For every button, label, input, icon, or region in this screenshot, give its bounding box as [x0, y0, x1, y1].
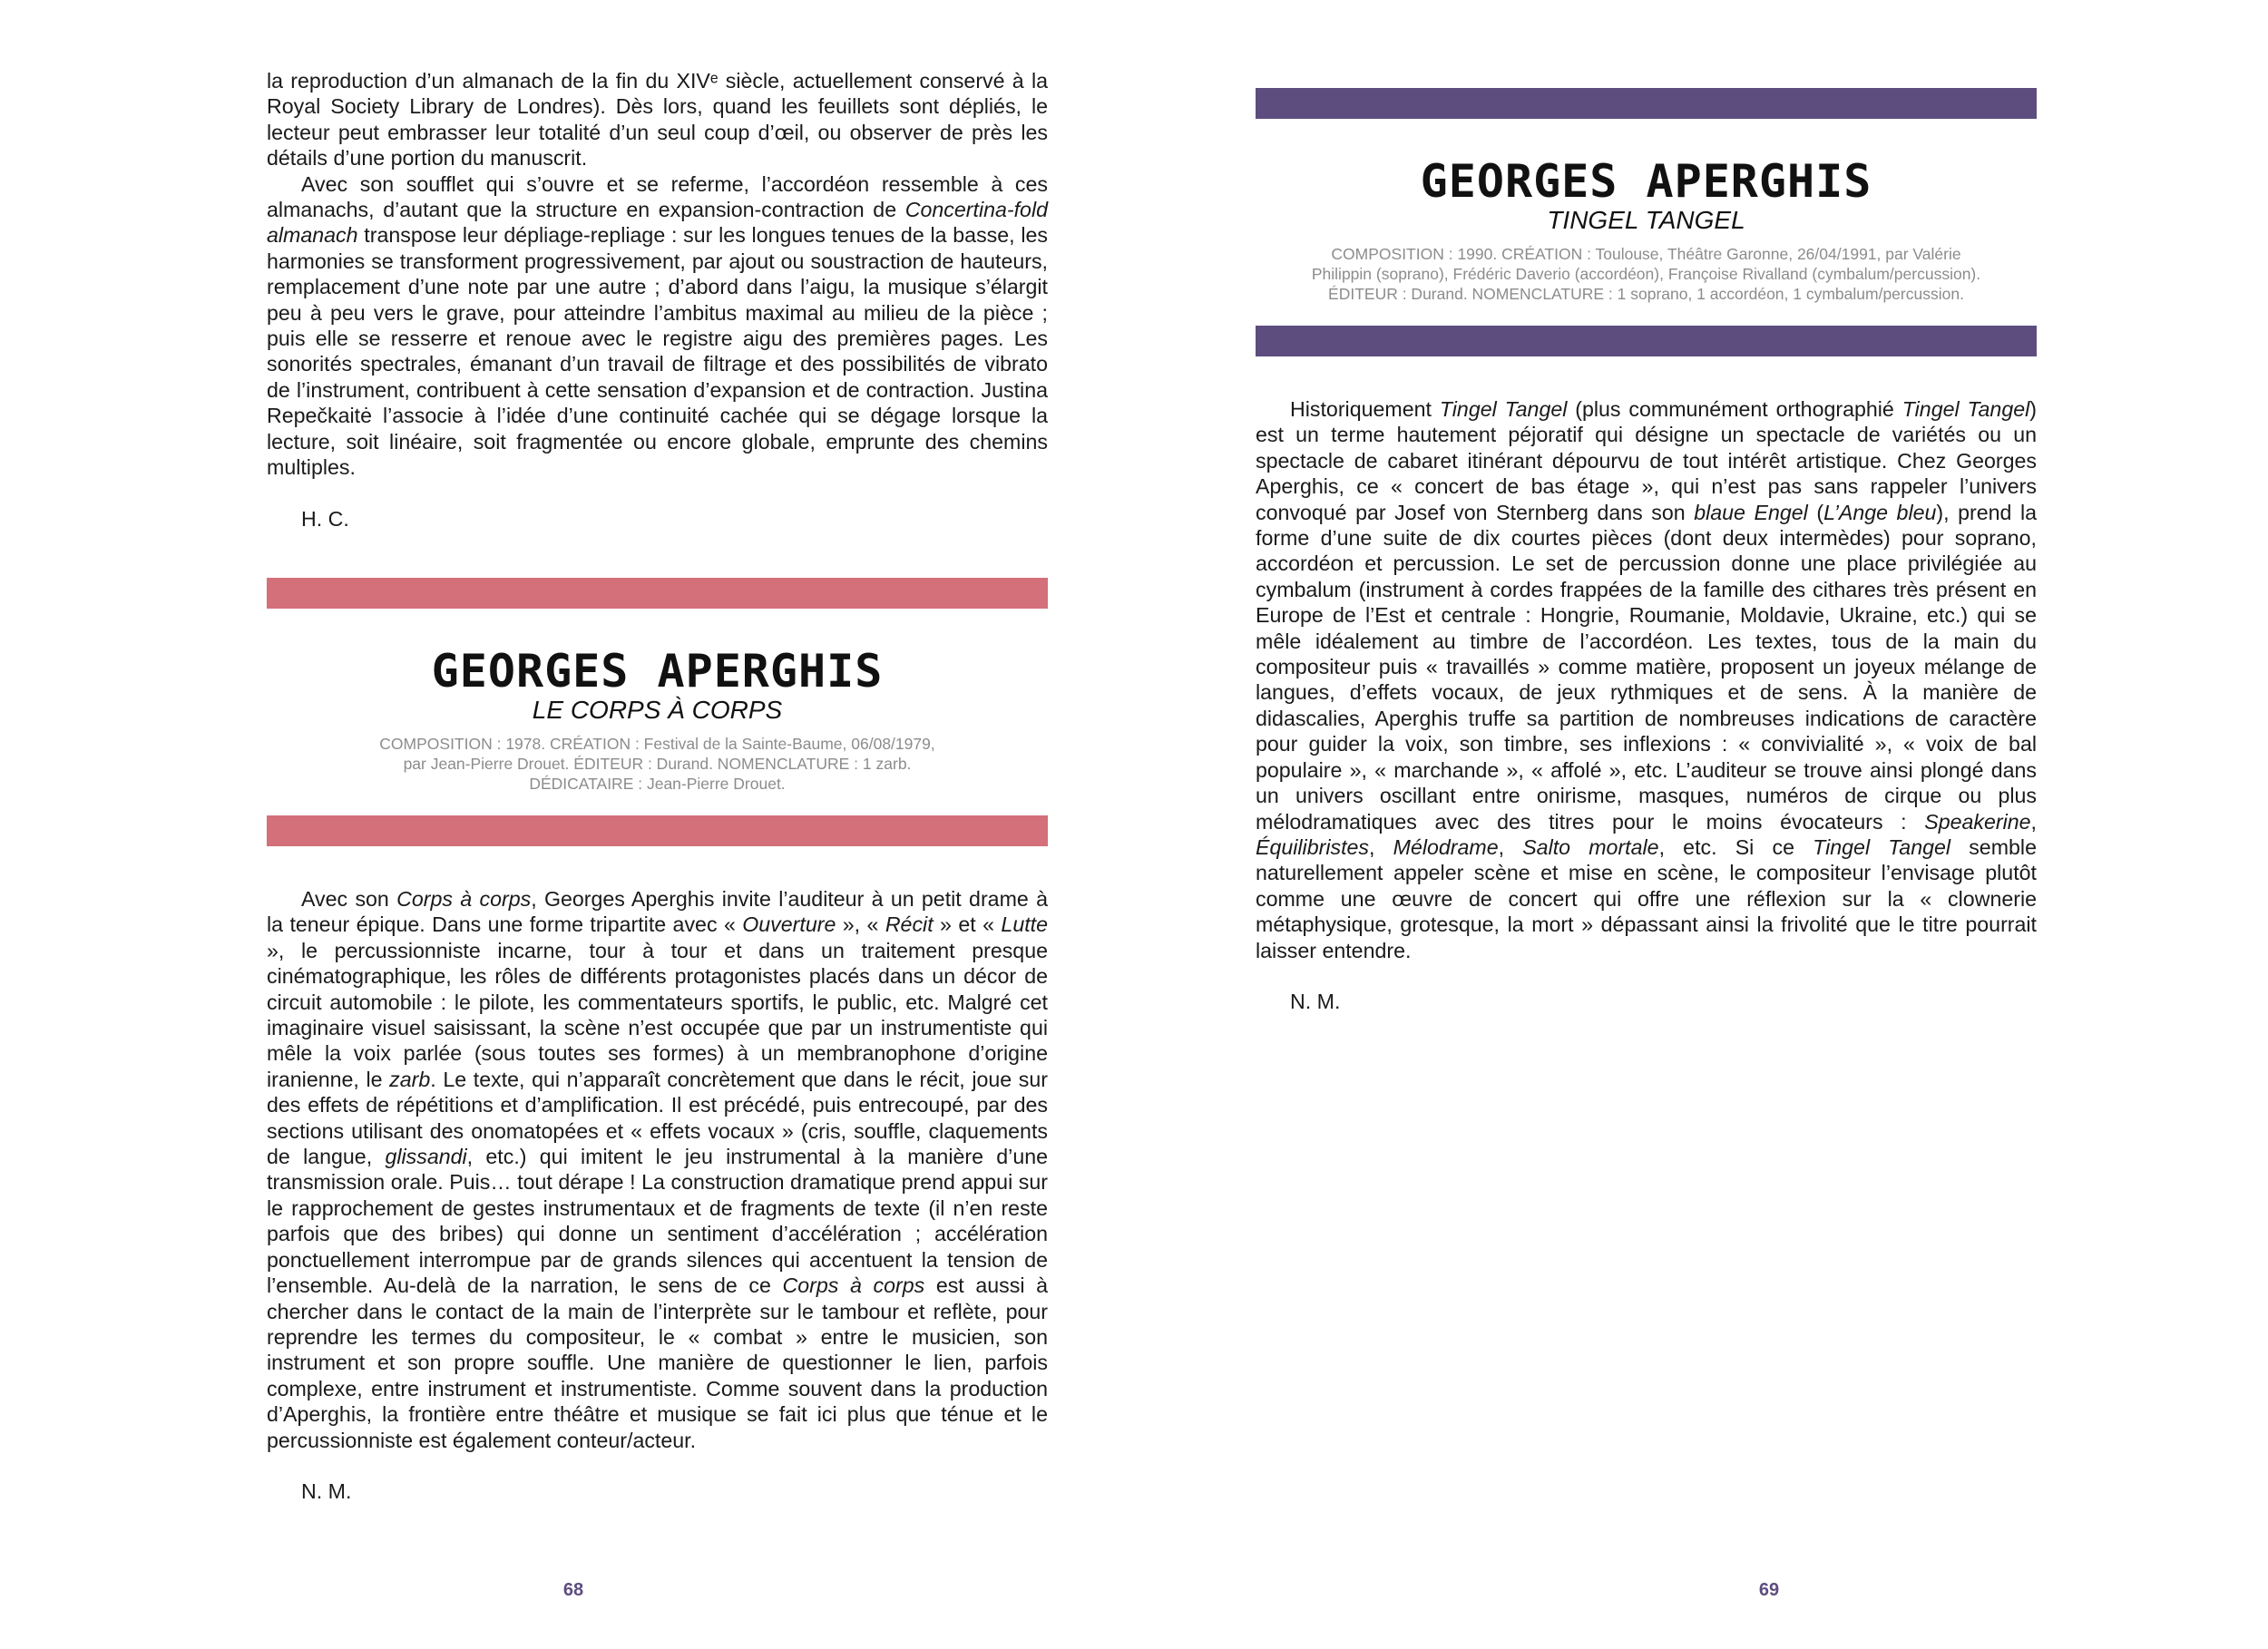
entry-body: Historiquement Tingel Tangel (plus communément orthographié Tingel Tangel) est un terme hautement péjoratif qui désigne un spectacle de variétés ou un spectacle de cabaret itinérant dépourvu de tout intérêt artistique. Chez Georges Aperghis, ce « concert de bas étage », qui n’est pas sans rappeler l’univers convoqué par Josef von Sternberg dans son blaue Engel (L’Ange bleu), prend la forme d’une suite de dix courtes pièces (dont deux intermèdes) pour soprano, accordéon et percussion. Le set de percussion donne une place privilégiée au cymbalum (instrument à cordes frappées de la famille des cithares très présent en Europe de l’Est et centrale : Hongrie, Roumanie, Moldavie, Ukraine, etc.) qui se mêle idéalement au timbre de l’accordéon. Les textes, tous de la main du compositeur puis « travaillés » comme matière, proposent un joyeux mélange de langues, d’effets vocaux, de jeux rythmiques et de sens. À la manière de didascalies, Aperghis truffe sa partition de nombreuses indications de caractère pour guider la voix, son timbre, ses inflexions : « convivialité », « voix de bal populaire », « marchande », « affolé », etc. L’auditeur se trouve ainsi plongé dans un univers oscillant entre onirisme, masques, numéros de cirque ou plus mélodramatiques avec des titres pour le moins évocateurs : Speakerine, Équilibristes, Mélodrame, Salto mortale, etc. Si ce Tingel Tangel semble naturellement appeler scène et mise en scène, le compositeur l’envisage plutôt comme une œuvre de concert qui offre une réflexion sur la « clownerie métaphysique, grotesque, la mort » dépassant ainsi la frivolité que le titre pourrait laisser entendre.: [1256, 397, 2038, 962]
work-title: LE CORPS À CORPS: [532, 696, 783, 724]
intro-paragraph-1: la reproduction d’un almanach de la fin du XIVᵉ siècle, actuellement conservé à la Royal Society Library de Londres). Dès lors, quand les feuillets sont dépliés, le lecteur peut embrasser leur totalité d’un seul coup d’œil, ou observer de près les détails d’une portion du manuscrit.: [267, 69, 1048, 171]
right-page: [1134, 0, 2268, 1649]
work-title: TINGEL TANGEL: [1547, 206, 1745, 234]
page-number: 69: [1758, 1580, 1780, 1600]
page-number: 68: [562, 1580, 584, 1600]
header-band-top: [1256, 88, 2037, 119]
entry-signature: N. M.: [1290, 989, 1341, 1013]
entry-header: [1256, 157, 2037, 304]
entry-tingel-tangel: [1256, 88, 2037, 1014]
header-band-bottom: [1256, 326, 2037, 356]
work-metadata: COMPOSITION : 1990. CRÉATION : Toulouse, Théâtre Garonne, 26/04/1991, par Valérie Philippin (soprano), Frédéric Daverio (accordéon), Françoise Rivalland (cymbalum/percussion). ÉDITEUR : Durand. NOMENCLATURE : 1 soprano, 1 accordéon, 1 cymbalum/percussion.: [1311, 245, 1981, 303]
entry-signature: N. M.: [301, 1478, 352, 1503]
entry-body: Avec son Corps à corps, Georges Aperghis invite l’auditeur à un petit drame à la teneur épique. Dans une forme tripartite avec « Ouverture », « Récit » et « Lutte », le percussionniste incarne, tour à tour et dans un traitement presque cinématographique, les rôles de différents protagonistes placés dans un décor de circuit automobile : le pilote, les commentateurs sportifs, le public, etc. Malgré cet imaginaire visuel saisissant, la scène n’est occupée que par un instrumentiste qui mêle la voix parlée (sous toutes ses formes) à un membranophone d’origine iranienne, le zarb. Le texte, qui n’apparaît concrètement que dans le récit, joue sur des effets de répétitions et d’amplification. Il est précédé, puis entrecoupé, par des sections utilisant des onomatopées et « effets vocaux » (cris, souffle, claquements de langue, glissandi, etc.) qui imitent le jeu instrumental à la manière d’une transmission orale. Puis… tout dérape ! La construction dramatique prend appui sur le rapprochement de gestes instrumentaux et de fragments de texte (il n’en reste parfois que des bribes) qui donne un sentiment d’accélération ; accélération ponctuellement interrompue par de grands silences qui accentuent la tension de l’ensemble. Au-delà de la narration, le sens de ce Corps à corps est aussi à chercher dans le contact de la main de l’interprète sur le tambour et reflète, pour reprendre les termes du compositeur, le « combat » entre le musicien, son instrument et son propre souffle. Une manière de questionner le lien, parfois complexe, entre instrument et instrumentiste. Comme souvent dans la production d’Aperghis, la frontière entre théâtre et musique se fait ici plus que ténue et le percussionniste est également conteur/acteur.: [267, 887, 1049, 1452]
intro-paragraph-2: Avec son soufflet qui s’ouvre et se referme, l’accordéon ressemble à ces almanachs, d’autant que la structure en expansion-contraction de Concertina-fold almanach transpose leur dépliage-repliage : sur les longues tenues de la basse, les harmonies se transforment progressivement, par ajout ou soustraction de hauteurs, remplacement d’une note par une autre ; d’abord dans l’aigu, la musique s’élargit peu à peu vers le grave, pour atteindre l’ambitus maximal au milieu de la pièce ; puis elle se resserre et renoue avec le registre aigu des premières pages. Les sonorités spectrales, émanant d’un travail de filtrage et des possibilités de vibrato de l’instrument, contribuent à cette sensation d’expansion et de contraction. Justina Repečkaitė l’associe à l’idée d’une continuité cachée qui se dégage lorsque la lecture, soit linéaire, soit fragmentée ou encore globale, emprunte des chemins multiples.: [267, 171, 1048, 480]
entry-header: [267, 647, 1048, 794]
header-band-bottom: [267, 815, 1048, 846]
composer-name: GEORGES APERGHIS: [1420, 155, 1872, 208]
work-metadata: COMPOSITION : 1978. CRÉATION : Festival de la Sainte-Baume, 06/08/1979, par Jean-Pierre Drouet. ÉDITEUR : Durand. NOMENCLATURE : 1 zarb. DÉDICATAIRE : Jean-Pierre Drouet.: [379, 735, 935, 793]
intro-section: [267, 68, 1048, 532]
composer-name: GEORGES APERGHIS: [431, 645, 884, 698]
header-band-top: [267, 578, 1048, 609]
intro-signature: H. C.: [301, 506, 349, 531]
entry-corps-a-corps: [267, 578, 1048, 1504]
